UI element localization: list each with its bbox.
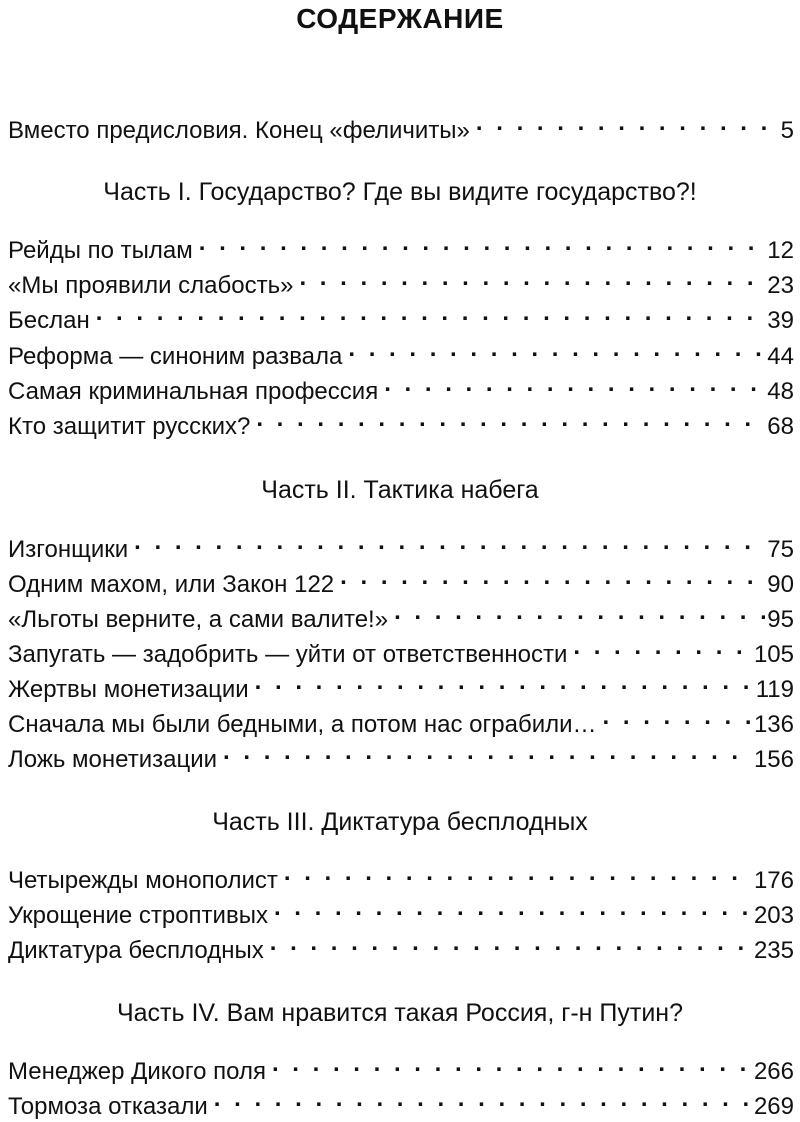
toc-entry-label: «Мы проявили слабость» xyxy=(8,272,294,299)
part-heading: Часть II. Тактика набега xyxy=(261,476,539,504)
page-title: СОДЕРЖАНИЕ xyxy=(296,3,504,34)
toc-entry[interactable] xyxy=(8,1049,794,1085)
toc-entry-label: Менеджер Дикого поля xyxy=(8,1058,266,1085)
toc-entry[interactable] xyxy=(8,263,794,299)
toc-entry-page: 90 xyxy=(767,571,794,598)
dot-leader xyxy=(340,562,765,592)
toc-entry-label: Ложь монетизации xyxy=(8,746,218,773)
toc-entry-label: Жертвы монетизации xyxy=(8,676,249,703)
toc-entry-label: Кто защитит русских? xyxy=(8,413,251,440)
toc-entry-page: 39 xyxy=(767,307,794,334)
toc-entry-label: Сначала мы были бедными, а потом нас ограбили… xyxy=(8,711,597,738)
toc-entry[interactable] xyxy=(8,893,794,929)
toc-entry-page: 269 xyxy=(753,1093,794,1120)
dot-leader xyxy=(214,1084,752,1114)
toc-entry-page: 75 xyxy=(767,536,794,563)
part-heading: Часть IV. Вам нравится такая Россия, г-н Путин? xyxy=(116,999,684,1027)
toc-entry-label: Тормоза отказали xyxy=(8,1093,208,1120)
toc-entry-page: 156 xyxy=(753,746,794,773)
toc-entry[interactable] xyxy=(8,298,794,334)
toc-entry-label: «Льготы верните, а сами валите!» xyxy=(8,606,389,633)
toc-entry-page: 44 xyxy=(767,343,794,370)
toc-entry-label: Самая криминальная профессия xyxy=(8,378,379,405)
dot-leader xyxy=(573,632,752,662)
toc-entry-page: 68 xyxy=(767,413,794,440)
toc-entry[interactable] xyxy=(8,928,794,964)
dot-leader xyxy=(223,737,752,767)
toc-entry-label: Диктатура бесплодных xyxy=(8,937,264,964)
toc-entry-page: 266 xyxy=(753,1058,794,1085)
toc-entry-label: Вместо предисловия. Конец «феличиты» xyxy=(8,117,470,144)
toc-entry-label: Запугать — задобрить — уйти от ответственности xyxy=(8,641,568,668)
toc-entry[interactable] xyxy=(8,334,794,370)
dot-leader xyxy=(394,597,765,627)
toc-entry[interactable] xyxy=(8,1084,794,1120)
toc-entry[interactable] xyxy=(8,527,794,563)
toc-entry-page: 5 xyxy=(780,117,794,144)
dot-leader xyxy=(272,1049,752,1079)
part-heading: Часть I. Государство? Где вы видите государство?! xyxy=(103,178,697,206)
toc-entry-page: 48 xyxy=(767,378,794,405)
toc-entry[interactable] xyxy=(8,667,794,703)
toc-entry-page: 235 xyxy=(753,937,794,964)
dot-leader xyxy=(134,527,765,557)
toc-entry[interactable] xyxy=(8,597,794,633)
toc-entry-label: Реформа — синоним развала xyxy=(8,343,343,370)
toc-entry-intro[interactable] xyxy=(8,108,794,144)
dot-leader xyxy=(270,928,752,958)
toc-entry-page: 136 xyxy=(753,711,794,738)
dot-leader xyxy=(255,667,754,697)
toc-entry-page: 105 xyxy=(753,641,794,668)
dot-leader xyxy=(256,404,765,434)
toc-entry-page: 203 xyxy=(753,902,794,929)
dot-leader xyxy=(348,334,765,364)
toc-entry[interactable] xyxy=(8,228,794,264)
dot-leader xyxy=(299,263,765,293)
dot-leader xyxy=(384,369,765,399)
toc-entry-label: Изгонщики xyxy=(8,536,129,563)
toc-entry[interactable] xyxy=(8,702,794,738)
toc-entry-page: 23 xyxy=(767,272,794,299)
toc-entry-page: 119 xyxy=(755,676,794,703)
toc-entry[interactable] xyxy=(8,404,794,440)
toc-entry-page: 12 xyxy=(767,237,794,264)
toc-entry-label: Укрощение строптивых xyxy=(8,902,268,929)
part-heading: Часть III. Диктатура бесплодных xyxy=(212,808,588,836)
toc-entry[interactable] xyxy=(8,737,794,773)
toc-entry[interactable] xyxy=(8,369,794,405)
toc-entry[interactable] xyxy=(8,858,794,894)
dot-leader xyxy=(476,108,779,138)
dot-leader xyxy=(284,858,752,888)
toc-entry-label: Рейды по тылам xyxy=(8,237,193,264)
toc-entry-page: 95 xyxy=(767,606,794,633)
toc-entry-label: Четырежды монополист xyxy=(8,867,278,894)
toc-entry[interactable] xyxy=(8,562,794,598)
toc-entry-label: Одним махом, или Закон 122 xyxy=(8,571,335,598)
dot-leader xyxy=(603,702,752,732)
dot-leader xyxy=(96,298,766,328)
toc-entry-page: 176 xyxy=(753,867,794,894)
toc-entry-label: Беслан xyxy=(8,307,90,334)
dot-leader xyxy=(274,893,752,923)
dot-leader xyxy=(199,228,766,258)
toc-entry[interactable] xyxy=(8,632,794,668)
